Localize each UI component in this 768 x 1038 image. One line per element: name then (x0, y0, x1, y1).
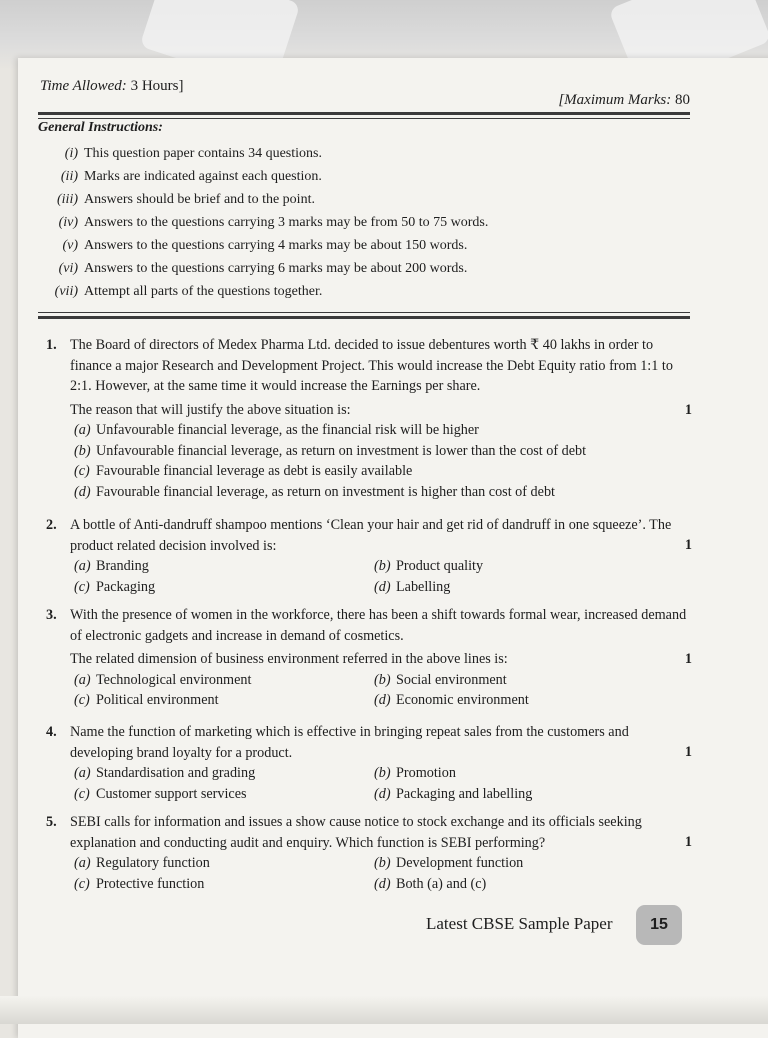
question-marks: 1 (684, 537, 692, 553)
question-number: 2. (46, 517, 57, 533)
question-text: The Board of directors of Medex Pharma Ltd. decided to issue debentures worth ₹ 40 lakhs in order to finance a major Research and Development Project. This would increase the Debt Equity ratio from 1:1 to 2:1. However, at the same time it would increase the Earnings per share. (70, 337, 673, 394)
option: (d) Both (a) and (c) (374, 875, 487, 892)
footer-title: Latest CBSE Sample Paper (426, 914, 613, 933)
page-number: 15 (636, 905, 682, 945)
options-grid (74, 670, 692, 711)
instruction-item: (vii) Attempt all parts of the questions together. (54, 284, 323, 299)
divider (38, 316, 690, 319)
option: (c) Political environment (74, 692, 219, 708)
question-prompt: 1 The related dimension of business environment referred in the above lines is: (70, 649, 692, 670)
option: (d) Labelling (374, 578, 451, 595)
question-number: 5. (46, 814, 57, 830)
option: (c) Protective function (74, 875, 205, 892)
instruction-item: (vi) Answers to the questions carrying 6 marks may be about 200 words. (58, 261, 468, 276)
option: (a) Regulatory function (74, 855, 210, 871)
question-text: 1 Name the function of marketing which is effective in bringing repeat sales from the customers and developing brand loyalty for a product. (70, 724, 692, 761)
question-2 (46, 515, 692, 597)
option: (b) Social environment (374, 671, 507, 688)
question-text: 1 A bottle of Anti-dandruff shampoo mentions ‘Clean your hair and get rid of dandruff in one squeeze’. The product related decision involved is: (70, 517, 692, 554)
exam-header (40, 78, 690, 112)
option: (b) Promotion (374, 765, 456, 781)
options-grid (74, 556, 692, 597)
question-marks: 1 (684, 401, 692, 418)
question-marks: 1 (684, 744, 692, 760)
question-prompt: 1 The reason that will justify the above situation is: (70, 400, 692, 421)
maximum-marks: [Maximum Marks: 80 (558, 92, 690, 108)
question-1 (46, 335, 692, 502)
option: (a) Unfavourable financial leverage, as the financial risk will be higher (74, 422, 479, 438)
instructions-title: General Instructions: (38, 120, 163, 135)
option: (a) Standardisation and grading (74, 765, 256, 781)
options-grid (74, 763, 692, 804)
question-3 (46, 605, 692, 711)
option: (d) Favourable financial leverage, as return on investment is higher than cost of debt (74, 483, 555, 500)
instruction-item: (v) Answers to the questions carrying 4 marks may be about 150 words. (62, 238, 468, 253)
question-marks: 1 (684, 651, 692, 667)
option: (c) Customer support services (74, 785, 247, 802)
divider (38, 118, 690, 119)
option: (c) Packaging (74, 578, 156, 595)
divider (38, 312, 690, 313)
option: (c) Favourable financial leverage as debt is easily available (74, 463, 413, 479)
instruction-item: (iv) Answers to the questions carrying 3 marks may be from 50 to 75 words. (58, 215, 489, 230)
page-bottom-edge (0, 996, 768, 1024)
divider (38, 112, 690, 115)
instruction-item: (iii) Answers should be brief and to the point. (57, 192, 315, 207)
option: (d) Packaging and labelling (374, 785, 533, 802)
question-4 (46, 722, 692, 804)
question-number: 4. (46, 724, 57, 740)
question-number: 1. (46, 337, 57, 353)
option: (b) Product quality (374, 558, 484, 574)
option: (d) Economic environment (374, 692, 529, 708)
option: (b) Development function (374, 855, 524, 871)
question-text: With the presence of women in the workforce, there has been a shift towards formal wear, increased demand of electronic gadgets and increase in demand of cosmetics. (70, 607, 687, 644)
options-grid (74, 853, 692, 894)
question-text: 1 SEBI calls for information and issues a show cause notice to stock exchange and its officials seeking explanation and conducting audit and enquiry. Which function is SEBI performing? (70, 814, 692, 851)
question-5 (46, 812, 692, 894)
instruction-item: (i) This question paper contains 34 questions. (64, 146, 322, 161)
instruction-item: (ii) Marks are indicated against each question. (60, 169, 322, 184)
question-marks: 1 (684, 834, 692, 850)
question-number: 3. (46, 607, 57, 623)
option: (a) Branding (74, 558, 149, 574)
time-allowed: Time Allowed: 3 Hours] (40, 78, 184, 94)
option: (a) Technological environment (74, 671, 252, 688)
option: (b) Unfavourable financial leverage, as return on investment is lower than the cost of debt (74, 442, 587, 459)
instructions-list (40, 142, 560, 303)
